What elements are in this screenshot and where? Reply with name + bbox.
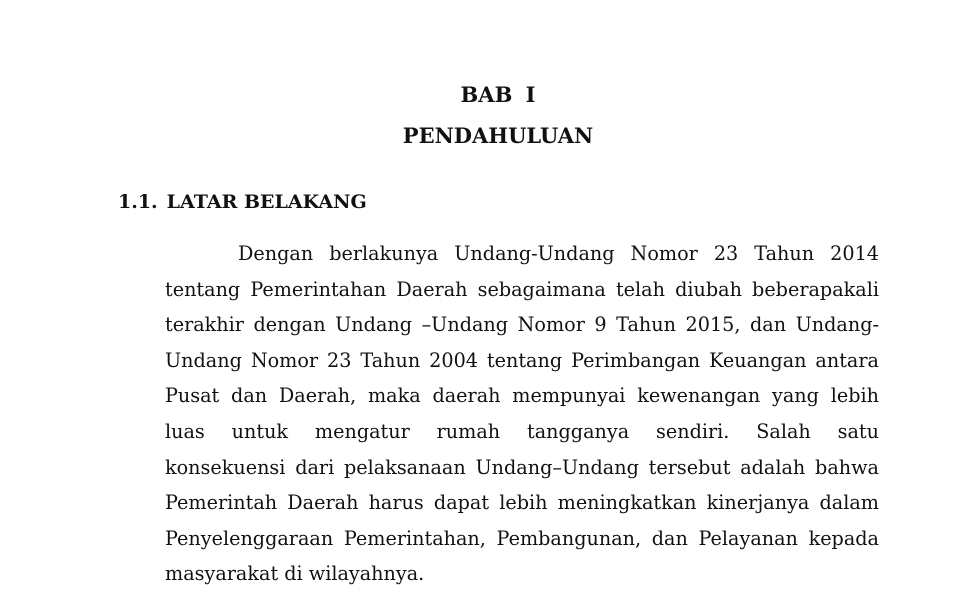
section-heading	[118, 191, 367, 213]
paragraph-line: Pemerintah Daerah harus dapat lebih meningkatkan kinerjanya dalam	[165, 491, 879, 515]
paragraph-line: Pusat dan Daerah, maka daerah mempunyai kewenangan yang lebih	[165, 384, 879, 408]
paragraph-line: Penyelenggaraan Pemerintahan, Pembangunan, dan Pelayanan kepada	[165, 526, 879, 550]
paragraph-line: tentang Pemerintahan Daerah sebagaimana telah diubah beberapakali	[165, 277, 879, 301]
paragraph-line: masyarakat di wilayahnya.	[165, 562, 425, 586]
paragraph-line: Dengan berlakunya Undang-Undang Nomor 23 Tahun 2014	[238, 242, 879, 265]
chapter-number: BAB I	[460, 82, 536, 107]
paragraph-line: luas untuk mengatur rumah tangganya sendiri. Salah satu	[165, 419, 879, 443]
paragraph-line: konsekuensi dari pelaksanaan Undang–Undang tersebut adalah bahwa	[165, 455, 879, 479]
section-title: LATAR BELAKANG	[166, 191, 367, 213]
chapter-title: PENDAHULUAN	[402, 123, 594, 148]
paragraph-line: terakhir dengan Undang –Undang Nomor 9 Tahun 2015, dan Undang-	[165, 313, 879, 337]
paragraph-line: Undang Nomor 23 Tahun 2004 tentang Perimbangan Keuangan antara	[165, 348, 879, 372]
body-paragraph	[165, 236, 879, 592]
section-number: 1.1.	[118, 191, 158, 213]
